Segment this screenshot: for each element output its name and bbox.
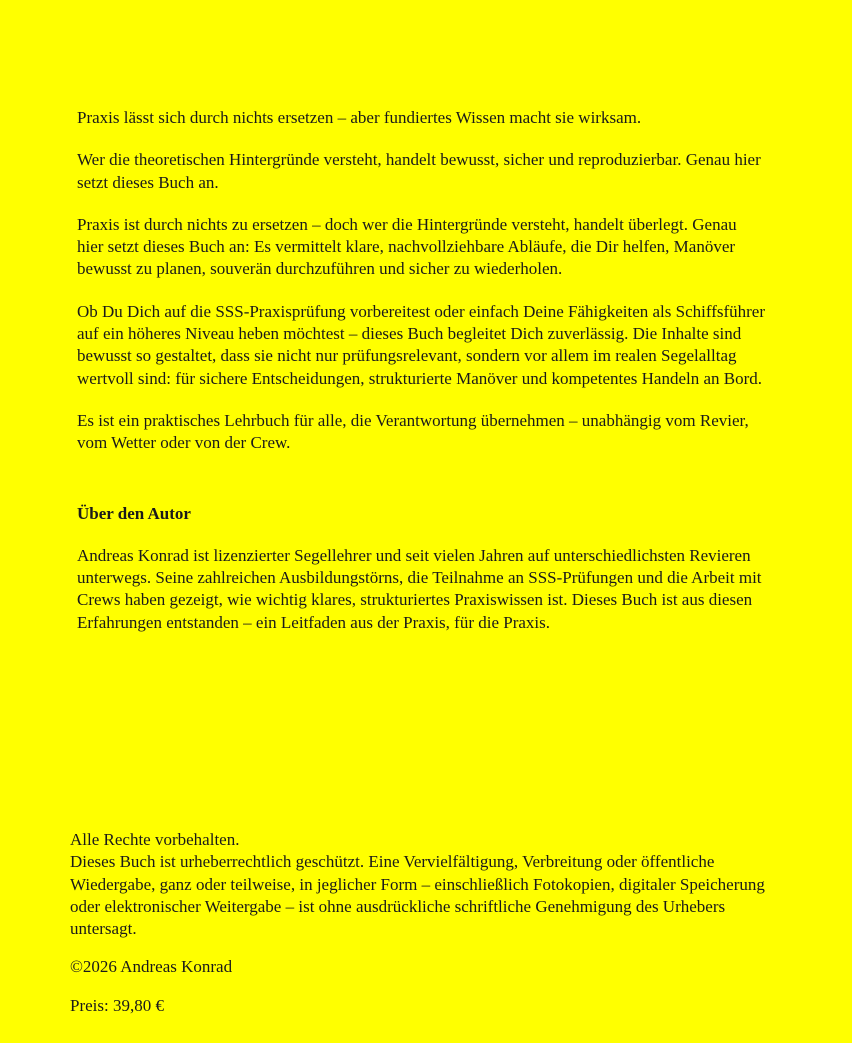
price: Preis: 39,80 € [70,995,164,1015]
copyright-notice: Dieses Buch ist urheberrechtlich geschützt. Eine Vervielfältigung, Verbreitung oder öffentliche Wiedergabe, ganz oder teilweise, in jeglicher Form – einschließlich Fotokopien, digitaler Speicherung oder elektronischer Weitergabe – ist ohne ausdrückliche schriftliche Genehmigung des Urhebers untersagt. [70,852,765,939]
copyright-line: ©2026 Andreas Konrad [70,957,233,977]
legal-section [70,829,770,1033]
rights-reserved: Alle Rechte vorbehalten. [70,830,240,849]
intro-paragraph-2: Wer die theoretischen Hintergründe versteht, handelt bewusst, sicher und reproduzierbar. Genau hier setzt dieses Buch an. [77,150,761,192]
intro-paragraph-3: Praxis ist durch nichts zu ersetzen – doch wer die Hintergründe versteht, handelt überlegt. Genau hier setzt dieses Buch an: Es vermittelt klare, nachvollziehbare Abläufe, die Dir helfen, Manöver bewusst zu planen, souverän durchzuführen und sicher zu wiederholen. [77,214,737,279]
author-heading: Über den Autor [77,503,191,523]
intro-paragraph-5: Es ist ein praktisches Lehrbuch für alle, die Verantwortung übernehmen – unabhängig vom Revier, vom Wetter oder von der Crew. [77,410,749,453]
description-section [77,107,767,654]
intro-paragraph-4: Ob Du Dich auf die SSS-Praxisprüfung vorbereitest oder einfach Deine Fähigkeiten als Schiffsführer auf ein höheres Niveau heben möchtest – dieses Buch begleitet Dich zuverlässig. Die Inhalte sind bewusst so gestaltet, dass sie nicht nur prüfungsrelevant, sondern vor allem im realen Segelalltag wertvoll sind: für sichere Entscheidungen, strukturierte Manöver und kompetentes Handeln an Bord. [77,301,766,388]
intro-paragraph-1: Praxis lässt sich durch nichts ersetzen – aber fundiertes Wissen macht sie wirksam. [77,108,642,127]
author-text: Andreas Konrad ist lizenzierter Segellehrer und seit vielen Jahren auf unterschiedlichsten Revieren unterwegs. Seine zahlreichen Ausbildungstörns, die Teilnahme an SSS-Prüfungen und die Arbeit mit Crews haben gezeigt, wie wichtig klares, strukturiertes Praxiswissen ist. Dieses Buch ist aus diesen Erfahrungen entstanden – ein Leitfaden aus der Praxis, für die Praxis. [77,545,762,632]
